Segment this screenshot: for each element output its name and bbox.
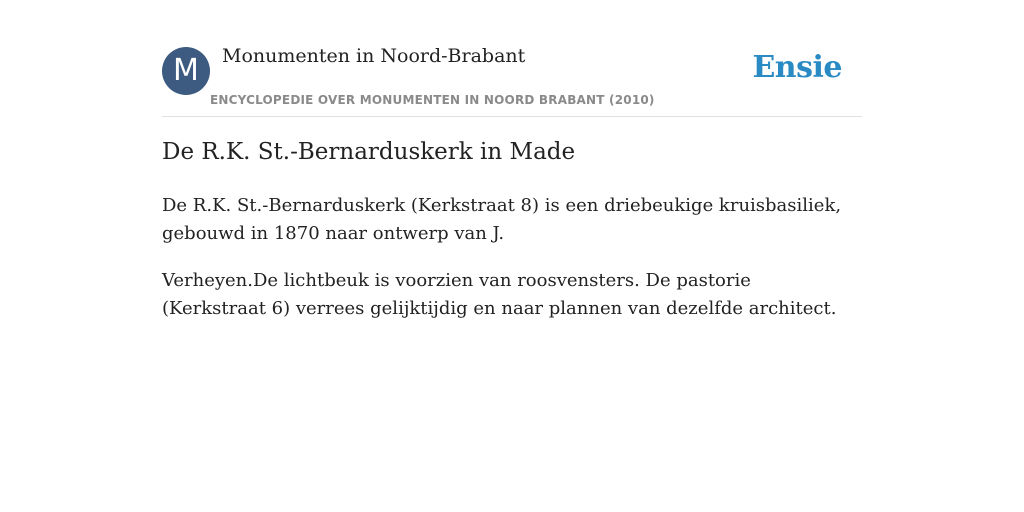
source-subtitle: ENCYCLOPEDIE OVER MONUMENTEN IN NOORD BRABANT (2010) — [210, 93, 655, 107]
article-paragraph: De R.K. St.-Bernarduskerk (Kerkstraat 8) is een driebeukige kruisbasiliek, gebouwd in 1870 naar ontwerp van J. — [162, 195, 842, 244]
ensie-logo[interactable]: Ensie — [752, 50, 842, 85]
source-header — [162, 44, 862, 117]
avatar[interactable]: M — [162, 47, 210, 95]
source-title-link[interactable]: Monumenten in Noord-Brabant — [222, 45, 526, 67]
article-paragraph: Verheyen.De lichtbeuk is voorzien van roosvensters. De pastorie (Kerkstraat 6) verrees gelijktijdig en naar plannen van dezelfde architect. — [162, 270, 837, 319]
article-title: De R.K. St.-Bernarduskerk in Made — [162, 139, 576, 165]
